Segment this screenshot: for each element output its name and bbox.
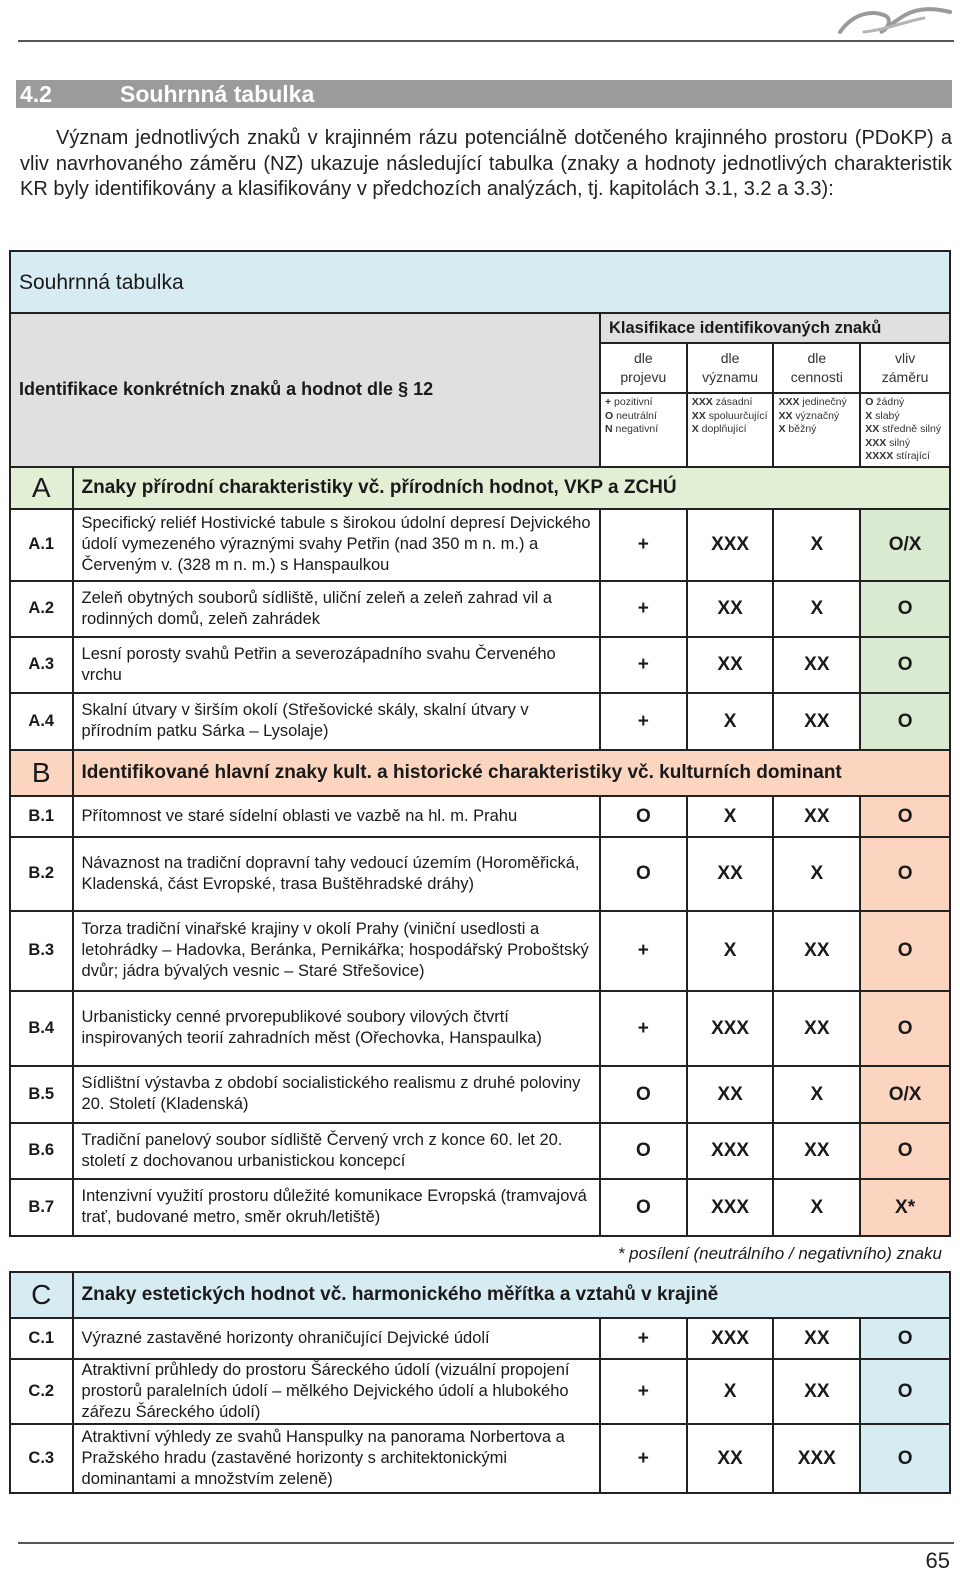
- value-vliv: X*: [860, 1179, 950, 1236]
- footnote: * posílení (neutrálního / negativního) znaku: [10, 1236, 950, 1272]
- legend-item: XXX jedinečný: [778, 396, 847, 408]
- legend-item: XXX silný: [865, 436, 911, 449]
- legend-item: N negativní: [604, 423, 659, 435]
- row-code: B.5: [10, 1066, 73, 1123]
- legend-vliv: [860, 393, 950, 467]
- row-description: Tradiční panelový soubor sídliště Červený vrch z konce 60. let 20. století z dochovanou urbanistickou koncepcí: [73, 1123, 600, 1179]
- row-code: C.1: [10, 1318, 73, 1359]
- footer-rule: [18, 1542, 954, 1544]
- value-cennost: XX: [773, 637, 860, 693]
- row-code: A.4: [10, 693, 73, 750]
- value-vyznam: XX: [687, 581, 774, 637]
- row-description: Zeleň obytných souborů sídliště, uliční zeleň a zeleň zahrad vil a rodinných domů, zeleň zahrádek: [73, 581, 600, 637]
- row-code: B.2: [10, 837, 73, 911]
- row-code: A.1: [10, 509, 73, 581]
- row-description: Skalní útvary v širším okolí (Střešovické skály, skalní útvary v přírodním patku Sárka – Lysolaje): [73, 693, 600, 750]
- section-heading: [16, 80, 952, 108]
- value-cennost: XX: [773, 1318, 860, 1359]
- row-code: B.1: [10, 796, 73, 837]
- value-vliv: O: [860, 1123, 950, 1179]
- legend-item: XX středně silný: [865, 423, 942, 435]
- category-letter: C: [10, 1272, 73, 1318]
- row-code: A.2: [10, 581, 73, 637]
- row-description: Lesní porosty svahů Petřin a severozápadního svahu Červeného vrchu: [73, 637, 600, 693]
- value-cennost: X: [773, 509, 860, 581]
- value-vyznam: X: [687, 1359, 774, 1424]
- subheader-cennost: dle cennosti: [773, 343, 860, 393]
- value-vliv: O: [860, 581, 950, 637]
- category-title: Znaky přírodní charakteristiky vč. přírodních hodnot, VKP a ZCHÚ: [73, 467, 950, 509]
- value-vyznam: XXX: [687, 1179, 774, 1236]
- value-vyznam: XXX: [687, 509, 774, 581]
- table-row: [10, 1066, 950, 1123]
- table-row: [10, 1359, 950, 1424]
- header-rule: [18, 40, 954, 42]
- legend-vyznam: [687, 393, 774, 467]
- value-cennost: XX: [773, 1123, 860, 1179]
- value-vyznam: XX: [687, 1066, 774, 1123]
- value-vliv: O: [860, 1424, 950, 1493]
- category-title: Identifikované hlavní znaky kult. a historické charakteristiky vč. kulturních dominant: [73, 750, 950, 796]
- row-description: Specifický reliéf Hostivické tabule s širokou údolní depresí Dejvického údolí vymezeného výraznými svahy Petřin (nad 350 m n. m.) a Červeným v. (328 m n. m.) s Hanspaulkou: [73, 509, 600, 581]
- value-cennost: X: [773, 837, 860, 911]
- value-projev: O: [600, 1179, 687, 1236]
- value-vliv: O: [860, 796, 950, 837]
- value-vyznam: XX: [687, 1424, 774, 1493]
- value-vliv: O: [860, 991, 950, 1066]
- category-letter: A: [10, 467, 73, 509]
- table-row: [10, 1123, 950, 1179]
- legend-item: XX význačný: [778, 409, 840, 422]
- legend-projev: [600, 393, 687, 467]
- legend-item: XXXX stírající: [865, 450, 930, 462]
- identification-header: Identifikace konkrétních znaků a hodnot dle § 12: [10, 313, 600, 467]
- legend-item: + pozitivní: [604, 396, 653, 408]
- note-row: [10, 1236, 950, 1272]
- value-vyznam: XXX: [687, 1123, 774, 1179]
- value-cennost: XX: [773, 693, 860, 750]
- value-cennost: XXX: [773, 1424, 860, 1493]
- value-vyznam: XX: [687, 837, 774, 911]
- row-description: Sídlištní výstavba z období socialistického realismu z druhé poloviny 20. Století (Kladenská): [73, 1066, 600, 1123]
- value-projev: +: [600, 1318, 687, 1359]
- table-row: [10, 637, 950, 693]
- legend-item: O neutrální: [604, 409, 657, 422]
- value-cennost: XX: [773, 796, 860, 837]
- legend-item: XX spoluurčující: [691, 409, 768, 422]
- table-row: [10, 581, 950, 637]
- legend-item: X doplňující: [691, 423, 747, 435]
- legend-item: O žádný: [865, 396, 905, 408]
- table-row: [10, 1318, 950, 1359]
- row-code: B.3: [10, 911, 73, 991]
- section-title: Souhrnná tabulka: [120, 81, 315, 107]
- value-cennost: XX: [773, 1359, 860, 1424]
- category-letter: B: [10, 750, 73, 796]
- category-row: [10, 750, 950, 796]
- legend-item: X slabý: [865, 409, 900, 422]
- value-projev: +: [600, 693, 687, 750]
- section-number: 4.2: [20, 81, 52, 107]
- legend-item: X běžný: [778, 423, 817, 435]
- value-projev: +: [600, 1359, 687, 1424]
- value-projev: O: [600, 1123, 687, 1179]
- category-row: [10, 1272, 950, 1318]
- value-projev: +: [600, 637, 687, 693]
- row-description: Přítomnost ve staré sídelní oblasti ve vazbě na hl. m. Prahu: [73, 796, 600, 837]
- value-projev: O: [600, 837, 687, 911]
- value-vyznam: XXX: [687, 991, 774, 1066]
- row-code: B.6: [10, 1123, 73, 1179]
- table-row: [10, 1179, 950, 1236]
- value-projev: +: [600, 509, 687, 581]
- row-code: B.7: [10, 1179, 73, 1236]
- value-projev: +: [600, 911, 687, 991]
- value-vliv: O/X: [860, 1066, 950, 1123]
- value-vliv: O: [860, 1318, 950, 1359]
- row-code: B.4: [10, 991, 73, 1066]
- value-vyznam: XXX: [687, 1318, 774, 1359]
- summary-table: [9, 250, 951, 1494]
- subheader-vyznam: dle významu: [687, 343, 774, 393]
- row-description: Atraktivní výhledy ze svahů Hanspulky na panorama Norbertova a Pražského hradu (zastavěné horizonty s architektonickými dominantami a množstvím zeleně): [73, 1424, 600, 1493]
- row-description: Výrazné zastavěné horizonty ohraničující Dejvické údolí: [73, 1318, 600, 1359]
- company-logo-icon: [834, 2, 954, 38]
- classification-header: Klasifikace identifikovaných znaků: [600, 313, 950, 343]
- value-vyznam: X: [687, 911, 774, 991]
- value-vliv: O: [860, 1359, 950, 1424]
- value-vyznam: X: [687, 693, 774, 750]
- row-description: Návaznost na tradiční dopravní tahy vedoucí územím (Horoměřická, Kladenská, část Evropské, trasa Buštěhradské dráhy): [73, 837, 600, 911]
- value-cennost: XX: [773, 911, 860, 991]
- table-row: [10, 991, 950, 1066]
- value-cennost: X: [773, 1179, 860, 1236]
- legend-item: XXX zásadní: [691, 396, 753, 408]
- category-row: [10, 467, 950, 509]
- row-code: C.2: [10, 1359, 73, 1424]
- value-vyznam: X: [687, 796, 774, 837]
- value-vliv: O: [860, 637, 950, 693]
- row-description: Intenzivní využití prostoru důležité komunikace Evropská (tramvajová trať, budované metro, směr okruh/letiště): [73, 1179, 600, 1236]
- legend-cennost: [773, 393, 860, 467]
- value-projev: +: [600, 991, 687, 1066]
- table-row: [10, 1424, 950, 1493]
- value-cennost: X: [773, 581, 860, 637]
- value-vliv: O: [860, 693, 950, 750]
- row-description: Atraktivní průhledy do prostoru Šáreckého údolí (vizuální propojení prostorů paralelních údolí – mělkého Dejvického údolí a hlubokého zářezu Šáreckého údolí): [73, 1359, 600, 1424]
- table-title: Souhrnná tabulka: [10, 251, 950, 313]
- intro-paragraph: Význam jednotlivých znaků v krajinném rázu potenciálně dotčeného krajinného prostoru (PDoKP) a vliv navrhovaného záměru (NZ) ukazuje následující tabulka (znaky a hodnoty jednotlivých charakteristik KR byly identifikovány a klasifikovány v předchozích analýzách, tj. kapitolách 3.1, 3.2 a 3.3):: [20, 127, 952, 200]
- value-vliv: O: [860, 837, 950, 911]
- value-vliv: O/X: [860, 509, 950, 581]
- row-description: Torza tradiční vinařské krajiny v okolí Prahy (viniční usedlosti a letohrádky – Hadovka, Beránka, Pernikářka; hospodářský Proboštský dvůr; jádra bývalých vesnic – Staré Střešovice): [73, 911, 600, 991]
- value-cennost: XX: [773, 991, 860, 1066]
- row-code: C.3: [10, 1424, 73, 1493]
- subheader-projev: dle projevu: [600, 343, 687, 393]
- table-row: [10, 911, 950, 991]
- table-row: [10, 837, 950, 911]
- value-projev: O: [600, 1066, 687, 1123]
- row-description: Urbanisticky cenné prvorepublikové soubory vilových čtvrtí inspirovaných teorií zahradních měst (Ořechovka, Hanspaulka): [73, 991, 600, 1066]
- value-projev: O: [600, 796, 687, 837]
- table-row: [10, 796, 950, 837]
- page-number: 65: [925, 1548, 950, 1573]
- value-projev: +: [600, 1424, 687, 1493]
- subheader-vliv: vliv záměru: [860, 343, 950, 393]
- value-vyznam: XX: [687, 637, 774, 693]
- table-row: [10, 509, 950, 581]
- table-row: [10, 693, 950, 750]
- value-projev: +: [600, 581, 687, 637]
- row-code: A.3: [10, 637, 73, 693]
- value-cennost: X: [773, 1066, 860, 1123]
- category-title: Znaky estetických hodnot vč. harmonického měřítka a vztahů v krajině: [73, 1272, 950, 1318]
- value-vliv: O: [860, 911, 950, 991]
